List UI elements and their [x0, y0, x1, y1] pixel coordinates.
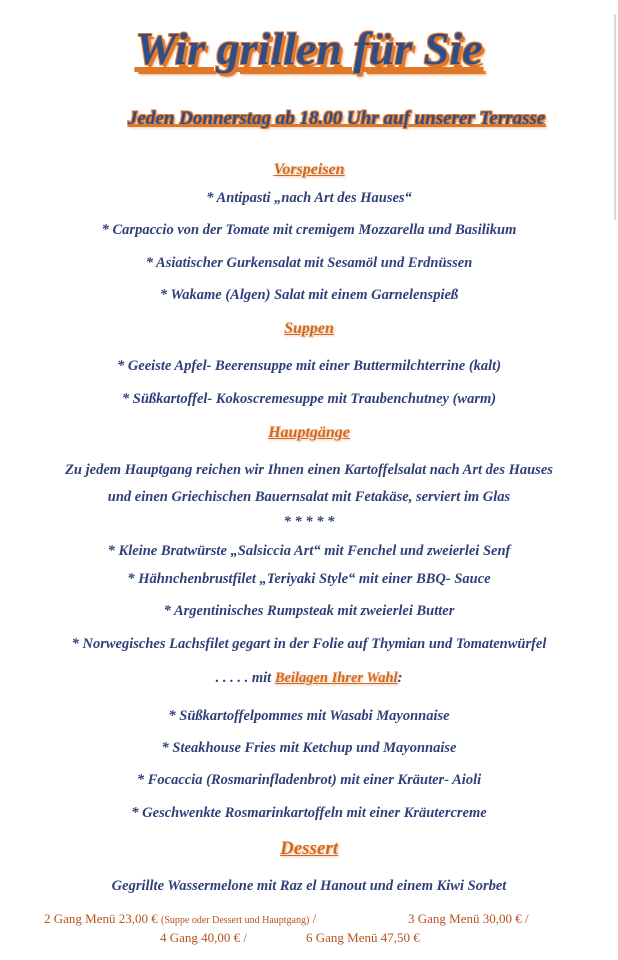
menu-item: * Focaccia (Rosmarinfladenbrot) mit einer Kräuter- Aioli — [136, 772, 482, 788]
price-six-course: 6 Gang Menü 47,50 € — [306, 930, 420, 945]
price-two-course — [44, 911, 316, 927]
menu-item: Gegrillte Wassermelone mit Raz el Hanout und einem Kiwi Sorbet — [111, 878, 507, 894]
section-heading-vorspeisen: Vorspeisen — [273, 161, 345, 178]
menu-item: * Antipasti „nach Art des Hauses“ — [206, 190, 412, 206]
menu-item: * Kleine Bratwürste „Salsiccia Art“ mit Fenchel und zweierlei Senf — [107, 543, 511, 559]
price-two-course-label: 2 Gang Menü 23,00 € — [44, 911, 158, 926]
beilagen-prefix: . . . . . mit — [215, 670, 275, 686]
menu-item: * Asiatischer Gurkensalat mit Sesamöl und Erdnüssen — [145, 255, 473, 271]
hauptgang-intro: Zu jedem Hauptgang reichen wir Ihnen einen Kartoffelsalat nach Art des Hauses — [65, 462, 553, 478]
section-heading-hauptgaenge: Hauptgänge — [268, 424, 350, 441]
price-two-course-note: (Suppe oder Dessert und Hauptgang) — [161, 915, 310, 926]
separator-stars: * * * * * — [283, 514, 335, 530]
beilagen-suffix: : — [397, 670, 403, 686]
menu-item: * Geeiste Apfel- Beerensuppe mit einer Buttermilchterrine (kalt) — [116, 358, 502, 374]
section-heading-suppen: Suppen — [284, 320, 334, 337]
menu-item: * Süßkartoffel- Kokoscremesuppe mit Traubenchutney (warm) — [121, 391, 497, 407]
price-separator: / — [309, 911, 317, 926]
menu-item: * Steakhouse Fries mit Ketchup und Mayonnaise — [161, 740, 457, 756]
hauptgang-intro: und einen Griechischen Bauernsalat mit Fetakäse, serviert im Glas — [107, 489, 511, 505]
menu-item: * Norwegisches Lachsfilet gegart in der Folie auf Thymian und Tomatenwürfel — [71, 636, 547, 652]
section-heading-beilagen: Beilagen Ihrer Wahl — [274, 670, 398, 686]
menu-item: * Wakame (Algen) Salat mit einem Garnelenspieß — [159, 287, 459, 303]
beilagen-line — [0, 670, 618, 687]
menu-item: * Hähnchenbrustfilet „Teriyaki Style“ mit einer BBQ- Sauce — [127, 571, 491, 587]
menu-item: * Carpaccio von der Tomate mit cremigem Mozzarella und Basilikum — [101, 222, 517, 238]
menu-item: * Geschwenkte Rosmarinkartoffeln mit einer Kräutercreme — [131, 805, 487, 821]
menu-item: * Argentinisches Rumpsteak mit zweierlei Butter — [163, 603, 455, 619]
menu-item: * Süßkartoffelpommes mit Wasabi Mayonnaise — [168, 708, 450, 724]
price-four-course: 4 Gang 40,00 € / — [160, 930, 248, 945]
price-three-course: 3 Gang Menü 30,00 € / — [408, 911, 529, 926]
menu-title: Wir grillen für Sie — [135, 23, 483, 74]
menu-subtitle: Jeden Donnerstag ab 18.00 Uhr auf unserer Terrasse — [128, 108, 546, 129]
section-heading-dessert: Dessert — [279, 838, 339, 859]
